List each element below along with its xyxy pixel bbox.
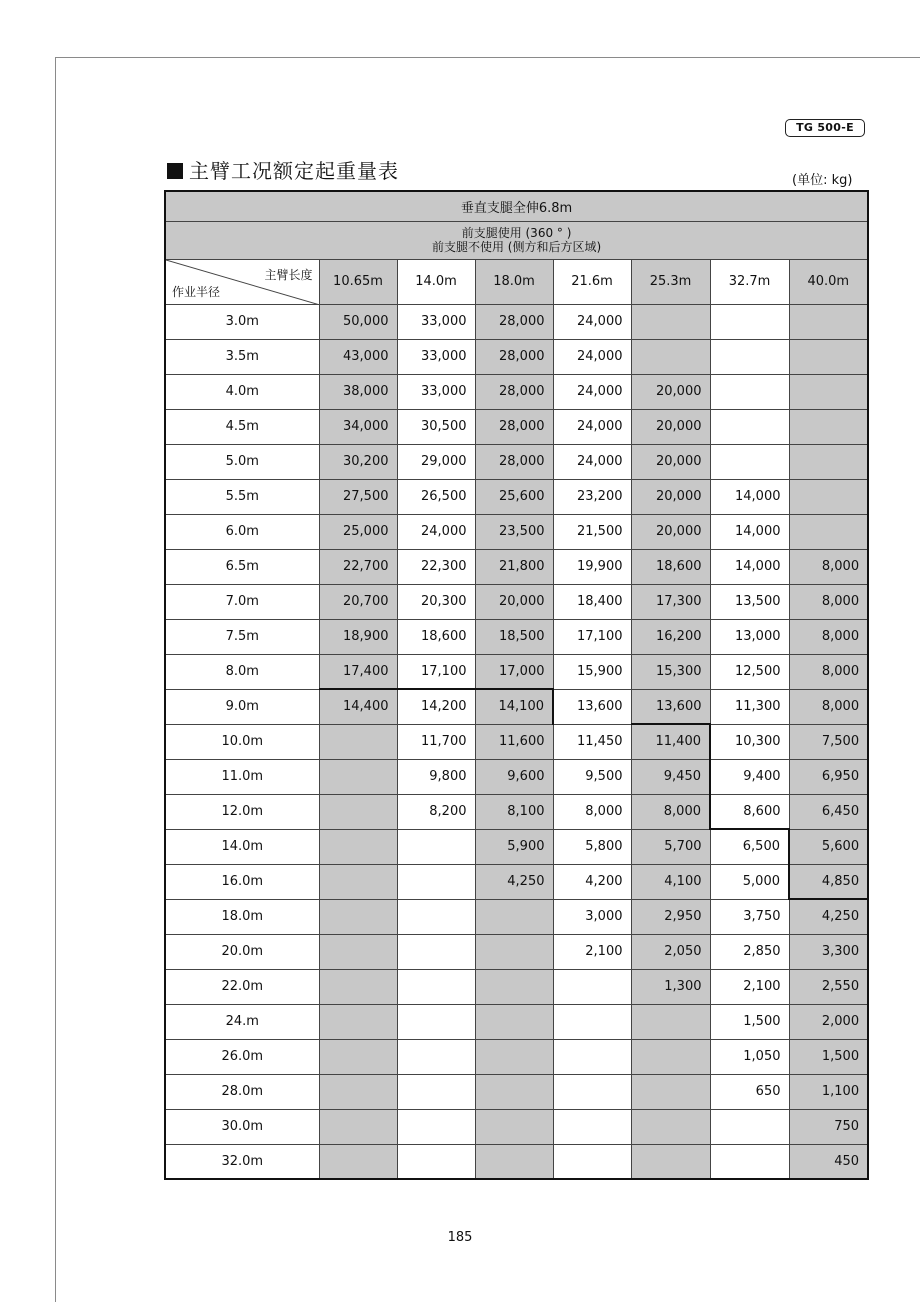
load-cell: 1,100	[789, 1074, 868, 1109]
load-cell: 28,000	[475, 374, 553, 409]
load-cell: 16,200	[631, 619, 710, 654]
radius-cell: 7.5m	[165, 619, 319, 654]
load-cell: 8,200	[397, 794, 475, 829]
load-cell: 20,000	[631, 514, 710, 549]
load-cell: 8,000	[789, 549, 868, 584]
load-cell	[397, 829, 475, 864]
load-cell: 14,100	[475, 689, 553, 724]
load-cell: 23,500	[475, 514, 553, 549]
radius-cell: 3.5m	[165, 339, 319, 374]
load-cell: 650	[710, 1074, 789, 1109]
load-cell: 27,500	[319, 479, 397, 514]
load-cell: 11,450	[553, 724, 631, 759]
load-cell: 750	[789, 1109, 868, 1144]
load-cell: 8,100	[475, 794, 553, 829]
load-cell: 2,850	[710, 934, 789, 969]
load-cell: 2,550	[789, 969, 868, 1004]
outrigger-header: 垂直支腿全伸6.8m	[165, 191, 868, 221]
load-cell	[397, 1109, 475, 1144]
load-cell: 28,000	[475, 304, 553, 339]
corner-cell	[165, 259, 319, 304]
page-title	[167, 158, 399, 184]
load-cell	[710, 339, 789, 374]
load-cell	[475, 934, 553, 969]
load-cell	[319, 864, 397, 899]
load-cell	[319, 759, 397, 794]
load-cell: 2,950	[631, 899, 710, 934]
load-cell	[553, 1144, 631, 1179]
load-cell	[789, 374, 868, 409]
condition-header-row	[165, 221, 868, 259]
load-chart-table	[164, 190, 869, 1180]
load-cell	[710, 409, 789, 444]
load-cell: 3,300	[789, 934, 868, 969]
load-cell: 18,400	[553, 584, 631, 619]
load-cell	[397, 1004, 475, 1039]
load-cell: 25,600	[475, 479, 553, 514]
load-cell: 4,250	[475, 864, 553, 899]
load-cell	[710, 374, 789, 409]
radius-cell: 18.0m	[165, 899, 319, 934]
table-row	[165, 304, 868, 339]
radius-cell: 5.0m	[165, 444, 319, 479]
load-cell: 9,500	[553, 759, 631, 794]
load-cell: 1,050	[710, 1039, 789, 1074]
corner-radius-label: 作业半径	[172, 284, 221, 299]
load-cell: 11,400	[631, 724, 710, 759]
load-cell: 11,300	[710, 689, 789, 724]
load-cell: 12,500	[710, 654, 789, 689]
table-row	[165, 934, 868, 969]
load-cell: 14,000	[710, 479, 789, 514]
radius-cell: 4.0m	[165, 374, 319, 409]
load-cell: 3,750	[710, 899, 789, 934]
boom-length-header: 25.3m	[631, 259, 710, 304]
load-cell: 2,100	[710, 969, 789, 1004]
load-cell: 9,450	[631, 759, 710, 794]
load-cell	[319, 1074, 397, 1109]
load-cell: 20,300	[397, 584, 475, 619]
load-cell: 450	[789, 1144, 868, 1179]
condition-header	[165, 221, 868, 259]
load-cell: 8,000	[789, 619, 868, 654]
load-cell: 24,000	[397, 514, 475, 549]
load-cell: 8,000	[789, 689, 868, 724]
load-cell: 9,400	[710, 759, 789, 794]
table-row	[165, 864, 868, 899]
load-cell	[789, 339, 868, 374]
load-cell: 29,000	[397, 444, 475, 479]
load-cell: 20,000	[631, 374, 710, 409]
load-cell: 18,500	[475, 619, 553, 654]
load-cell	[475, 1004, 553, 1039]
load-cell: 18,900	[319, 619, 397, 654]
radius-cell: 28.0m	[165, 1074, 319, 1109]
load-cell: 1,500	[710, 1004, 789, 1039]
load-cell	[397, 969, 475, 1004]
page-number: 185	[447, 1230, 473, 1245]
condition-line-2: 前支腿不使用 (侧方和后方区域)	[431, 240, 602, 254]
load-cell	[319, 1109, 397, 1144]
load-cell: 22,300	[397, 549, 475, 584]
table-row	[165, 479, 868, 514]
radius-cell: 10.0m	[165, 724, 319, 759]
square-bullet-icon	[167, 163, 183, 179]
load-cell	[789, 479, 868, 514]
load-cell: 2,100	[553, 934, 631, 969]
table-row	[165, 549, 868, 584]
unit-label: (单位: kg)	[792, 173, 853, 188]
load-cell: 9,600	[475, 759, 553, 794]
load-cell: 34,000	[319, 409, 397, 444]
table-row	[165, 374, 868, 409]
load-cell	[475, 1074, 553, 1109]
boom-length-header: 40.0m	[789, 259, 868, 304]
load-cell	[789, 409, 868, 444]
load-cell	[553, 969, 631, 1004]
load-cell: 24,000	[553, 304, 631, 339]
load-cell	[631, 304, 710, 339]
load-cell	[789, 444, 868, 479]
load-cell: 33,000	[397, 304, 475, 339]
load-cell: 17,100	[397, 654, 475, 689]
load-cell	[319, 1004, 397, 1039]
radius-cell: 11.0m	[165, 759, 319, 794]
load-cell: 13,600	[553, 689, 631, 724]
load-cell: 4,100	[631, 864, 710, 899]
load-cell: 1,500	[789, 1039, 868, 1074]
load-cell: 17,000	[475, 654, 553, 689]
load-cell	[631, 1004, 710, 1039]
radius-cell: 12.0m	[165, 794, 319, 829]
load-cell	[710, 1144, 789, 1179]
load-cell: 26,500	[397, 479, 475, 514]
load-cell: 7,500	[789, 724, 868, 759]
load-cell: 8,000	[789, 584, 868, 619]
load-cell: 43,000	[319, 339, 397, 374]
load-cell: 4,850	[789, 864, 868, 899]
load-cell: 5,000	[710, 864, 789, 899]
load-cell: 33,000	[397, 374, 475, 409]
load-cell: 11,700	[397, 724, 475, 759]
load-cell	[789, 514, 868, 549]
load-cell: 21,500	[553, 514, 631, 549]
load-cell: 17,100	[553, 619, 631, 654]
load-cell	[475, 1144, 553, 1179]
table-row	[165, 794, 868, 829]
table-row	[165, 689, 868, 724]
load-cell	[319, 1039, 397, 1074]
load-cell: 11,600	[475, 724, 553, 759]
load-cell: 4,200	[553, 864, 631, 899]
page-border-top	[55, 57, 920, 58]
load-cell: 5,900	[475, 829, 553, 864]
load-cell: 18,600	[397, 619, 475, 654]
load-cell	[631, 1109, 710, 1144]
load-cell	[397, 934, 475, 969]
load-cell	[631, 1039, 710, 1074]
load-cell	[397, 1144, 475, 1179]
load-cell	[631, 1074, 710, 1109]
load-cell	[319, 794, 397, 829]
table-row	[165, 1039, 868, 1074]
load-cell: 6,500	[710, 829, 789, 864]
table-row	[165, 409, 868, 444]
load-cell: 30,500	[397, 409, 475, 444]
radius-cell: 6.0m	[165, 514, 319, 549]
load-cell: 20,000	[631, 444, 710, 479]
load-cell: 24,000	[553, 409, 631, 444]
load-cell	[475, 1039, 553, 1074]
load-cell: 21,800	[475, 549, 553, 584]
load-cell: 13,000	[710, 619, 789, 654]
load-cell	[319, 899, 397, 934]
load-cell: 33,000	[397, 339, 475, 374]
load-cell: 20,000	[631, 409, 710, 444]
load-cell: 17,300	[631, 584, 710, 619]
load-cell: 18,600	[631, 549, 710, 584]
load-cell	[475, 969, 553, 1004]
radius-cell: 22.0m	[165, 969, 319, 1004]
load-cell: 15,300	[631, 654, 710, 689]
load-cell: 24,000	[553, 444, 631, 479]
load-cell	[397, 1039, 475, 1074]
table-row	[165, 444, 868, 479]
load-cell: 5,600	[789, 829, 868, 864]
load-cell: 24,000	[553, 339, 631, 374]
load-cell	[319, 724, 397, 759]
load-cell: 8,000	[789, 654, 868, 689]
load-cell	[397, 1074, 475, 1109]
load-cell	[397, 899, 475, 934]
load-cell: 9,800	[397, 759, 475, 794]
load-cell	[710, 304, 789, 339]
load-cell	[397, 864, 475, 899]
boom-length-header: 32.7m	[710, 259, 789, 304]
load-cell: 17,400	[319, 654, 397, 689]
table-row	[165, 969, 868, 1004]
load-cell	[319, 829, 397, 864]
radius-cell: 5.5m	[165, 479, 319, 514]
table-row	[165, 339, 868, 374]
load-cell: 22,700	[319, 549, 397, 584]
table-row	[165, 724, 868, 759]
table-row	[165, 514, 868, 549]
table-row	[165, 829, 868, 864]
radius-cell: 30.0m	[165, 1109, 319, 1144]
load-cell	[553, 1004, 631, 1039]
load-cell: 4,250	[789, 899, 868, 934]
radius-cell: 9.0m	[165, 689, 319, 724]
load-cell: 20,000	[631, 479, 710, 514]
boom-length-header: 10.65m	[319, 259, 397, 304]
load-cell	[553, 1109, 631, 1144]
load-cell: 19,900	[553, 549, 631, 584]
load-cell: 10,300	[710, 724, 789, 759]
load-cell	[710, 1109, 789, 1144]
boom-length-header: 21.6m	[553, 259, 631, 304]
load-cell: 5,800	[553, 829, 631, 864]
load-cell: 28,000	[475, 339, 553, 374]
boom-length-header-row	[165, 259, 868, 304]
load-cell: 8,000	[631, 794, 710, 829]
load-cell	[319, 1144, 397, 1179]
radius-cell: 24.m	[165, 1004, 319, 1039]
load-cell: 5,700	[631, 829, 710, 864]
table-row	[165, 619, 868, 654]
load-cell	[319, 934, 397, 969]
load-cell	[475, 899, 553, 934]
model-badge: TG 500-E	[785, 119, 865, 137]
load-cell	[475, 1109, 553, 1144]
load-cell: 25,000	[319, 514, 397, 549]
condition-line-1: 前支腿使用 (360 ° )	[461, 226, 572, 240]
load-cell	[631, 339, 710, 374]
radius-cell: 32.0m	[165, 1144, 319, 1179]
load-cell: 28,000	[475, 444, 553, 479]
table-row	[165, 1004, 868, 1039]
load-cell	[319, 969, 397, 1004]
load-cell: 24,000	[553, 374, 631, 409]
page-title-text: 主臂工况额定起重量表	[189, 159, 399, 183]
load-cell	[710, 444, 789, 479]
table-row	[165, 759, 868, 794]
load-cell: 6,450	[789, 794, 868, 829]
table-row	[165, 899, 868, 934]
load-cell	[553, 1074, 631, 1109]
load-cell: 30,200	[319, 444, 397, 479]
load-cell: 13,500	[710, 584, 789, 619]
radius-cell: 8.0m	[165, 654, 319, 689]
table-row	[165, 1074, 868, 1109]
table-row	[165, 1109, 868, 1144]
load-cell: 1,300	[631, 969, 710, 1004]
radius-cell: 3.0m	[165, 304, 319, 339]
load-cell: 14,000	[710, 514, 789, 549]
load-cell	[789, 304, 868, 339]
table-row	[165, 1144, 868, 1179]
load-cell: 23,200	[553, 479, 631, 514]
radius-cell: 26.0m	[165, 1039, 319, 1074]
load-cell: 20,700	[319, 584, 397, 619]
corner-boom-label: 主臂长度	[264, 267, 313, 282]
load-cell	[553, 1039, 631, 1074]
load-rows	[165, 304, 868, 1179]
load-cell: 6,950	[789, 759, 868, 794]
load-cell: 28,000	[475, 409, 553, 444]
load-cell: 15,900	[553, 654, 631, 689]
load-cell	[631, 1144, 710, 1179]
radius-cell: 16.0m	[165, 864, 319, 899]
load-cell: 14,000	[710, 549, 789, 584]
load-cell: 20,000	[475, 584, 553, 619]
radius-cell: 7.0m	[165, 584, 319, 619]
radius-cell: 20.0m	[165, 934, 319, 969]
radius-cell: 6.5m	[165, 549, 319, 584]
load-cell: 14,200	[397, 689, 475, 724]
load-cell: 2,000	[789, 1004, 868, 1039]
table-row	[165, 654, 868, 689]
table-row	[165, 584, 868, 619]
radius-cell: 14.0m	[165, 829, 319, 864]
radius-cell: 4.5m	[165, 409, 319, 444]
load-cell: 13,600	[631, 689, 710, 724]
page-border-left	[55, 57, 56, 1302]
boom-length-header: 18.0m	[475, 259, 553, 304]
load-cell: 8,000	[553, 794, 631, 829]
load-cell: 38,000	[319, 374, 397, 409]
outrigger-header-row	[165, 191, 868, 221]
load-cell: 3,000	[553, 899, 631, 934]
load-cell: 8,600	[710, 794, 789, 829]
load-cell: 2,050	[631, 934, 710, 969]
load-cell: 14,400	[319, 689, 397, 724]
boom-length-header: 14.0m	[397, 259, 475, 304]
load-cell: 50,000	[319, 304, 397, 339]
